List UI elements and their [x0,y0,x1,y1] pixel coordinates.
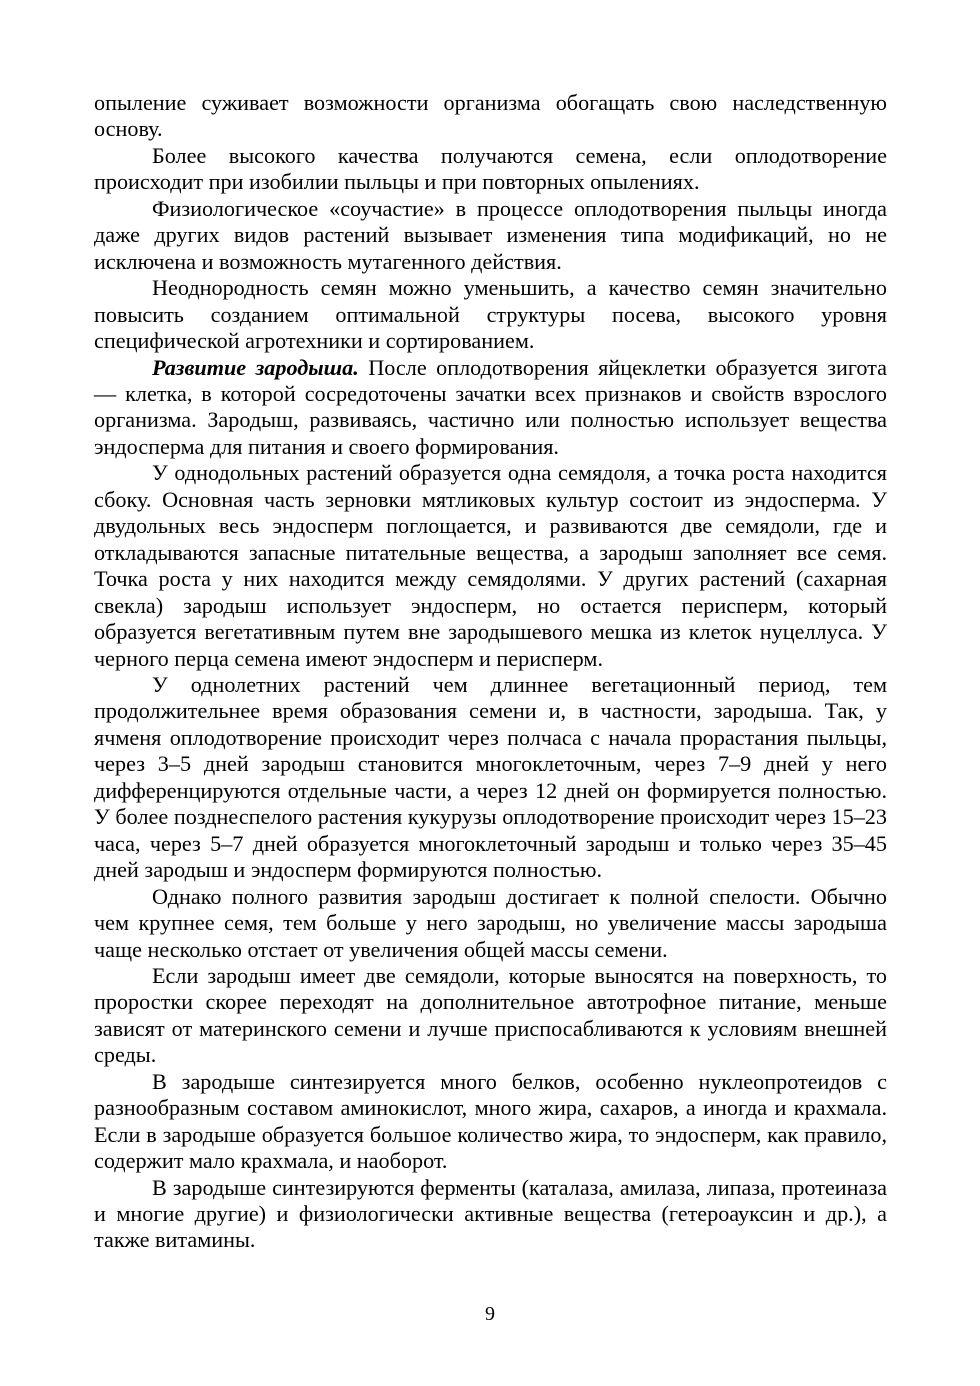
section-heading-embryo-development: Развитие зародыша. [152,354,359,380]
paragraph-text: В зародыше синтезируются ферменты (каталаза, амилаза, липаза, протеиназа и многие другие) и физиологически активные вещества (гетероауксин и др.), а также витамины. [94,1174,887,1253]
paragraph-embryo-development [94,355,887,461]
paragraph-annual-plants [94,672,887,884]
paragraph-text: После оплодотворения яйцеклетки образуется зигота — клетка, в которой сосредоточены зачатки всех признаков и свойств взрослого организма. Зародыш, развиваясь, частично или полностью использует вещества эндосперма для питания и своего формирования. [94,354,887,459]
paragraph-text: Неоднородность семян можно уменьшить, а качество семян значительно повысить созданием оптимальной структуры посева, высокого уровня специфической агротехники и сортированием. [94,275,887,354]
paragraph-text: Однако полного развития зародыш достигает к полной спелости. Обычно чем крупнее семя, тем больше у него зародыш, но увеличение массы зародыша чаще несколько отстает от увеличения общей массы семени. [94,883,887,962]
paragraph-text: У однолетних растений чем длиннее вегетационный период, тем продолжительнее время образования семени и, в частности, зародыша. Так, у ячменя оплодотворение происходит через полчаса с начала прорастания пыльцы, через 3–5 дней зародыш становится многоклеточным, через 7–9 дней у него дифференцируются отдельные части, а через 12 дней он формируется полностью. У более позднеспелого растения кукурузы оплодотворение происходит через 15–23 часа, через 5–7 дней образуется многоклеточный зародыш и только через 35–45 дней зародыш и эндосперм формируются полностью. [94,671,887,883]
paragraph-seed-quality [94,143,887,196]
paragraph-seed-heterogeneity [94,275,887,354]
page-number: 9 [485,1303,495,1325]
paragraph-text: Физиологическое «соучастие» в процессе оплодотворения пыльцы иногда даже других видов растений вызывает изменения типа модификаций, но не исключена и возможность мутагенного действия. [94,195,887,274]
paragraph-physiological-participation [94,196,887,275]
paragraph-text: Более высокого качества получаются семена, если оплодотворение происходит при изобилии пыльцы и при повторных опылениях. [94,142,887,195]
paragraph-text: Если зародыш имеет две семядоли, которые выносятся на поверхность, то проростки скорее переходят на дополнительное автотрофное питание, меньше зависят от материнского семени и лучше приспосабливаются к условиям внешней среды. [94,962,887,1068]
paragraph-text: У однодольных растений образуется одна семядоля, а точка роста находится сбоку. Основная часть зерновки мятликовых культур состоит из эндосперма. У двудольных весь эндосперм поглощается, и развиваются две семядоли, где и откладываются запасные питательные вещества, а зародыш заполняет все семя. Точка роста у них находится между семядолями. У других растений (сахарная свекла) зародыш использует эндосперм, но остается перисперм, который образуется вегетативным путем вне зародышевого мешка из клеток нуцеллуса. У черного перца семена имеют эндосперм и перисперм. [94,460,887,671]
paragraph-continuation [94,90,887,143]
paragraph-protein-synthesis [94,1069,887,1175]
paragraph-two-cotyledons [94,963,887,1069]
paragraph-enzymes [94,1175,887,1254]
page-body [94,90,887,1254]
paragraph-monocots-dicots [94,460,887,672]
paragraph-text: В зародыше синтезируется много белков, особенно нуклеопротеидов с разнообразным составом аминокислот, много жира, сахаров, а иногда и крахмала. Если в зародыше образуется большое количество жира, то эндосперм, как правило, содержит мало крахмала, и наоборот. [94,1068,887,1174]
paragraph-text: опыление суживает возможности организма обогащать свою наследственную основу. [94,90,887,142]
paragraph-full-ripeness [94,884,887,963]
